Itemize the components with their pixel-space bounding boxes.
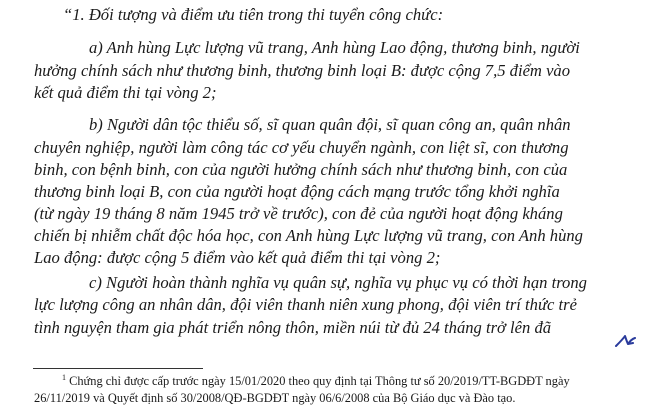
paragraph-c-line-1: c) Người hoàn thành nghĩa vụ quân sự, nghĩa vụ phục vụ có thời hạn trong: [89, 273, 587, 292]
paragraph-b-line-3: binh, con bệnh binh, con của người hưởng chính sách như thương binh, con của: [34, 160, 568, 179]
footnote-line-1: [62, 373, 570, 389]
paragraph-a-line-3: kết quả điểm thi tại vòng 2;: [34, 83, 217, 102]
paragraph-b-line-7: Lao động: được cộng 5 điểm vào kết quả điểm thi tại vòng 2;: [34, 248, 441, 267]
paragraph-a-line-2: hưởng chính sách như thương binh, thương binh loại B: được cộng 7,5 điểm vào: [34, 61, 571, 80]
paragraph-b-line-5: (từ ngày 19 tháng 8 năm 1945 trở về trước), con đẻ của người hoạt động kháng: [34, 204, 563, 223]
footnote-text-1: Chứng chỉ được cấp trước ngày 15/01/2020 theo quy định tại Thông tư số 20/2019/TT-BGDĐT ngày: [66, 374, 570, 388]
paragraph-b-line-1: b) Người dân tộc thiểu số, sĩ quan quân đội, sĩ quan công an, quân nhân: [89, 115, 571, 134]
section-heading: “1. Đối tượng và điểm ưu tiên trong thi tuyển công chức:: [63, 5, 444, 24]
footnote-separator: [33, 368, 203, 369]
paragraph-b-line-2: chuyên nghiệp, người làm công tác cơ yếu chuyển ngành, con liệt sĩ, con thương: [34, 138, 569, 157]
footnote-line-2: 26/11/2019 và Quyết định số 30/2008/QĐ-BGDĐT ngày 06/6/2008 của Bộ Giáo dục và Đào tạo.: [34, 391, 516, 405]
initial-signature-mark: [614, 333, 638, 349]
paragraph-c-line-2: lực lượng công an nhân dân, đội viên thanh niên xung phong, đội viên trí thức trẻ: [34, 295, 577, 314]
paragraph-c-line-3: tình nguyện tham gia phát triển nông thôn, miền núi từ đủ 24 tháng trở lên đã: [34, 318, 552, 337]
footnote-marker: 1: [62, 372, 66, 382]
paragraph-a-line-1: a) Anh hùng Lực lượng vũ trang, Anh hùng Lao động, thương binh, người: [89, 38, 580, 57]
paragraph-b-line-6: chiến bị nhiễm chất độc hóa học, con Anh hùng Lực lượng vũ trang, con Anh hùng: [34, 226, 583, 245]
paragraph-b-line-4: thương binh loại B, con của người hoạt động cách mạng trước tổng khởi nghĩa: [34, 182, 560, 201]
